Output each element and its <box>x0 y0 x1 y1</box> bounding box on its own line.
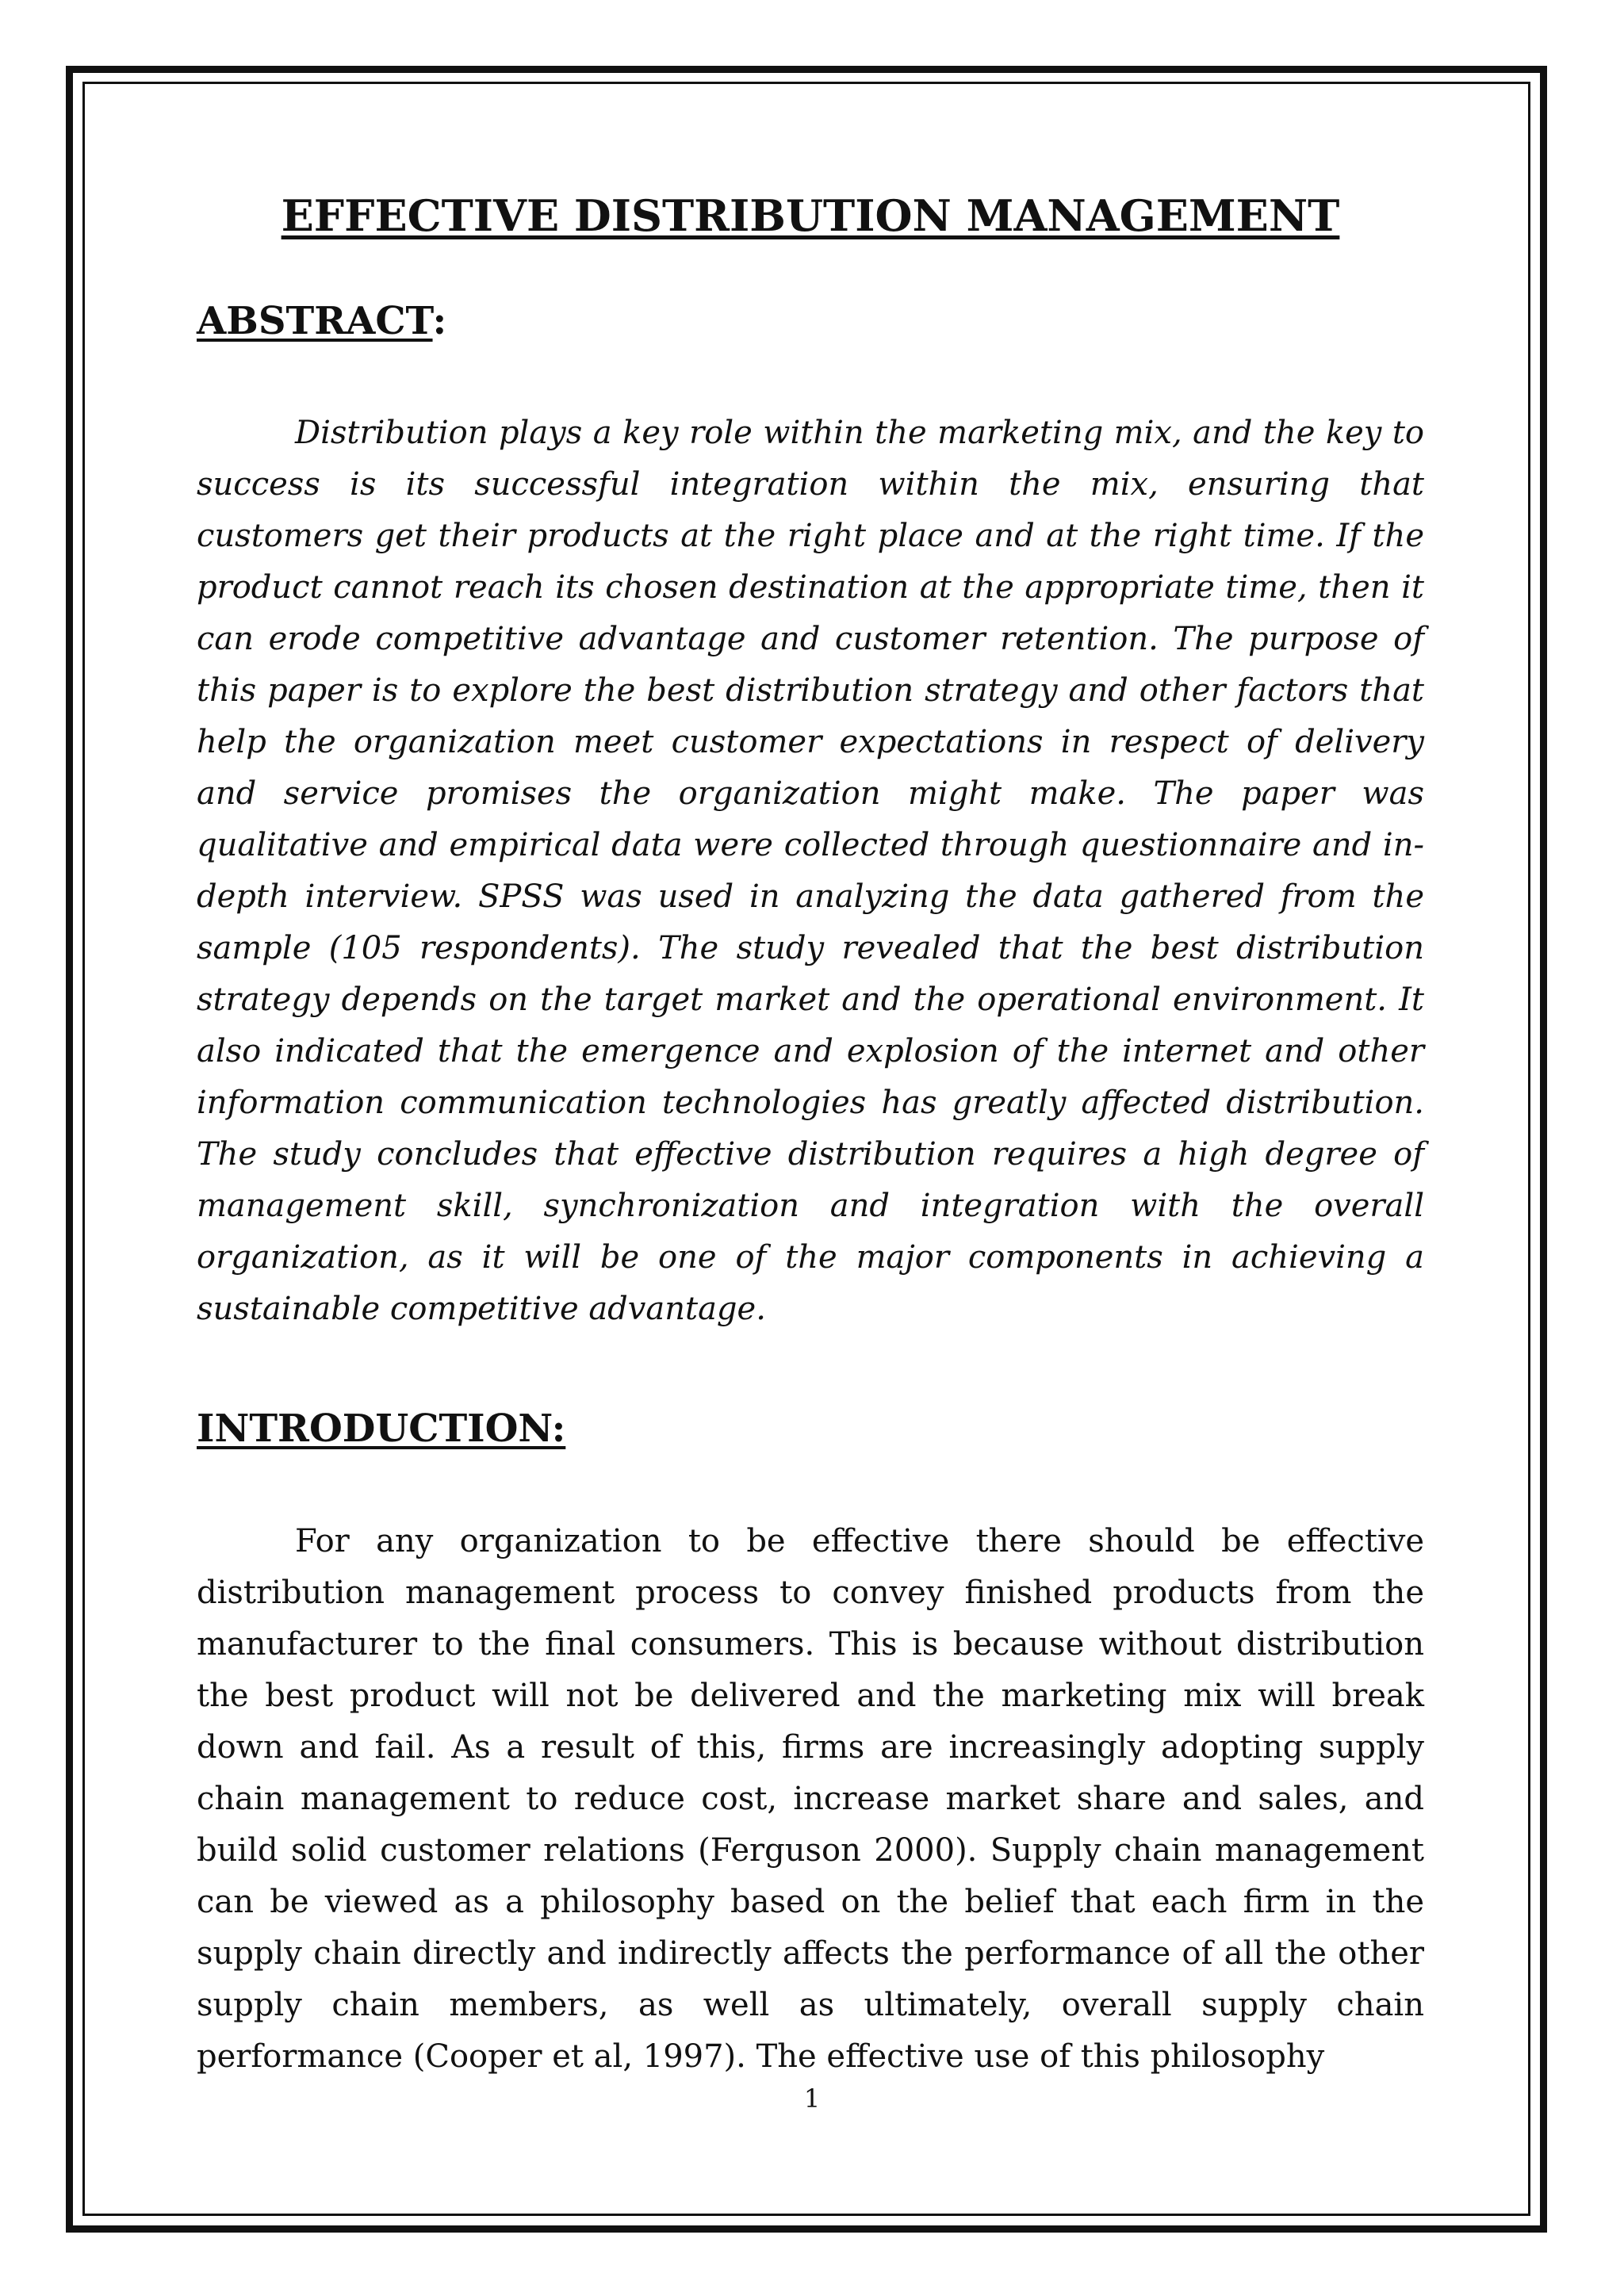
abstract-heading-label: ABSTRACT <box>197 298 433 343</box>
abstract-paragraph: Distribution plays a key role within the marketing mix, and the key to success is its successful integration within the mix, ensuring that customers get their products at the right place and at the right time. If the product cannot reach its chosen destination at the appropriate time, then it can erode competitive advantage and customer retention. The purpose of this paper is to explore the best distribution strategy and other factors that help the organization meet customer expectations in respect of delivery and service promises the organization might make. The paper was qualitative and empirical data were collected through questionnaire and in-depth interview. SPSS was used in analyzing the data gathered from the sample (105 respondents). The study revealed that the best distribution strategy depends on the target market and the operational environment. It also indicated that the emergence and explosion of the internet and other information communication technologies has greatly affected distribution. The study concludes that effective distribution requires a high degree of management skill, synchronization and integration with the overall organization, as it will be one of the major components in achieving a sustainable competitive advantage. <box>197 415 1424 1328</box>
abstract-heading <box>197 299 1424 345</box>
introduction-paragraph: For any organization to be effective there should be effective distribution management process to convey finished products from the manufacturer to the final consumers. This is because without distribution the best product will not be delivered and the marketing mix will break down and fail. As a result of this, firms are increasingly adopting supply chain management to reduce cost, increase market share and sales, and build solid customer relations (Ferguson 2000). Supply chain management can be viewed as a philosophy based on the belief that each firm in the supply chain directly and indirectly affects the performance of all the other supply chain members, as well as ultimately, overall supply chain performance (Cooper et al, 1997). The effective use of this philosophy <box>197 1522 1424 2075</box>
page-content <box>197 190 1424 2083</box>
introduction-heading <box>197 1406 1424 1452</box>
abstract-heading-colon: : <box>432 298 447 343</box>
page-number: 1 <box>803 2084 821 2114</box>
introduction-heading-label: INTRODUCTION: <box>197 1406 566 1452</box>
document-title: EFFECTIVE DISTRIBUTION MANAGEMENT <box>281 190 1340 241</box>
